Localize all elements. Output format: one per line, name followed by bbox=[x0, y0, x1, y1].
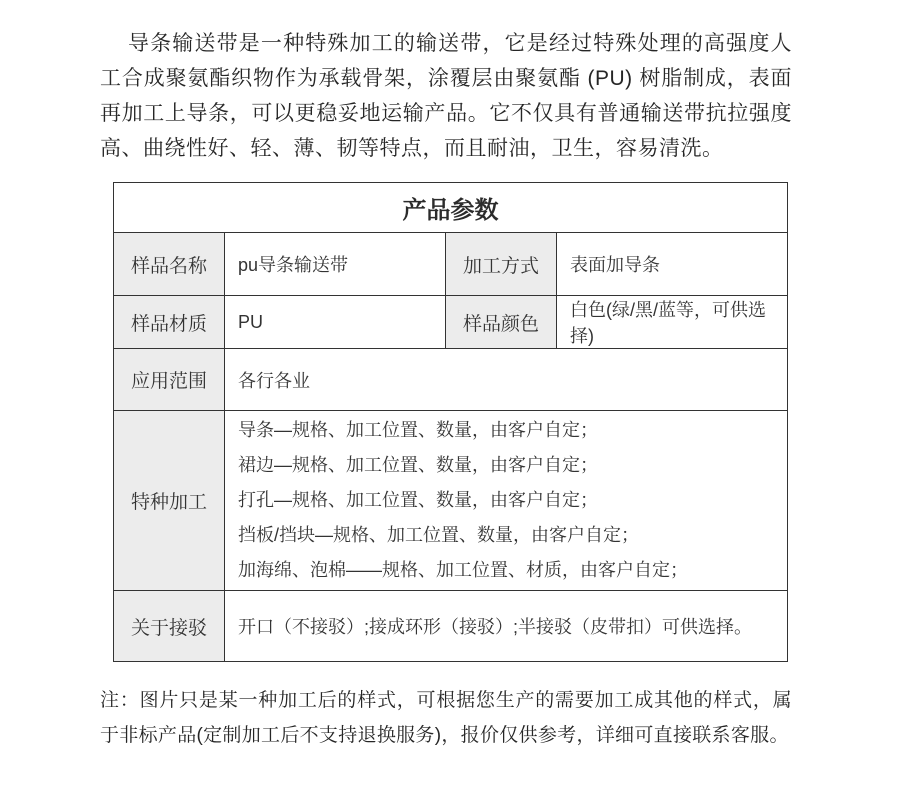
param-label-sample-name: 样品名称 bbox=[114, 233, 225, 296]
table-row bbox=[114, 349, 788, 411]
param-label-sample-color: 样品颜色 bbox=[446, 296, 557, 349]
param-label-special-processing: 特种加工 bbox=[114, 411, 225, 591]
table-title-row bbox=[114, 183, 788, 233]
special-processing-line: 导条—规格、加工位置、数量，由客户自定； bbox=[238, 420, 598, 440]
intro-paragraph: 导条输送带是一种特殊加工的输送带，它是经过特殊处理的高强度人工合成聚氨酯织物作为承载骨架，涂覆层由聚氨酯 (PU) 树脂制成，表面再加工上导条，可以更稳妥地运输产品。它不仅具有普通输送带抗拉强度高、曲绕性好、轻、薄、韧等特点，而且耐油，卫生，容易清洗。 bbox=[100, 32, 792, 160]
special-processing-line: 加海绵、泡棉——规格、加工位置、材质，由客户自定； bbox=[238, 560, 688, 580]
param-value-process-method: 表面加导条 bbox=[557, 233, 788, 296]
param-value-sample-name: pu导条输送带 bbox=[225, 233, 446, 296]
param-value-sample-material: PU bbox=[225, 296, 446, 349]
bottom-note: 注：图片只是某一种加工后的样式，可根据您生产的需要加工成其他的样式，属于非标产品(定制加工后不支持退换服务)，报价仅供参考，详细可直接联系客服。 bbox=[100, 690, 792, 746]
table-row bbox=[114, 233, 788, 296]
table-row bbox=[114, 591, 788, 662]
param-value-sample-color: 白色(绿/黑/蓝等，可供选择) bbox=[557, 296, 788, 349]
param-value-special-processing bbox=[225, 411, 788, 591]
special-processing-line: 打孔—规格、加工位置、数量，由客户自定； bbox=[238, 490, 598, 510]
param-label-application: 应用范围 bbox=[114, 349, 225, 411]
param-label-splicing: 关于接驳 bbox=[114, 591, 225, 662]
param-label-process-method: 加工方式 bbox=[446, 233, 557, 296]
product-description-page bbox=[0, 26, 900, 798]
table-title: 产品参数 bbox=[114, 183, 788, 233]
param-value-application: 各行各业 bbox=[225, 349, 788, 411]
param-value-splicing: 开口（不接驳）;接成环形（接驳）;半接驳（皮带扣）可供选择。 bbox=[225, 591, 788, 662]
param-label-sample-material: 样品材质 bbox=[114, 296, 225, 349]
table-row bbox=[114, 411, 788, 591]
special-processing-line: 裙边—规格、加工位置、数量，由客户自定； bbox=[238, 455, 598, 475]
product-parameters-table bbox=[113, 182, 788, 662]
special-processing-line: 挡板/挡块—规格、加工位置、数量，由客户自定； bbox=[238, 525, 639, 545]
table-row bbox=[114, 296, 788, 349]
